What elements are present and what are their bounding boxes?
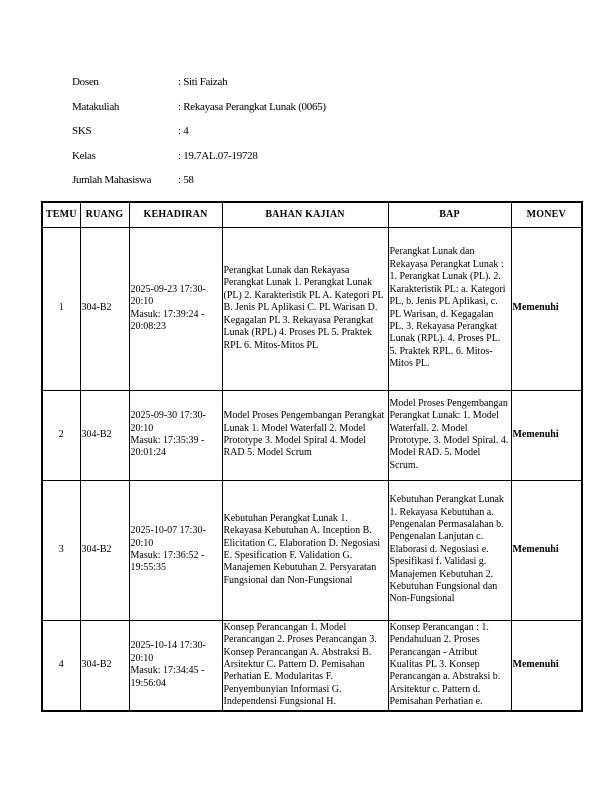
cell-temu: 4 [42, 620, 80, 711]
schedule-time: 2025-10-07 17:30-20:10 [130, 525, 206, 549]
attendance-table [41, 201, 583, 712]
cell-bahan-kajian: Konsep Perancangan 1. Model Perancangan 2. Proses Perancangan 3. Konsep Perancangan A. Abstraksi B. Arsitektur C. Pattern D. Pemisahan Perhatian E. Modularitas F. Penyembunyian Informasi G. Independensi Fungsional H. [222, 620, 388, 711]
info-label: Jumlah Mahasiswa [72, 174, 152, 187]
check-in-time: Masuk: 17:34:45 - 19:56:04 [130, 665, 205, 689]
info-label: Dosen [72, 76, 99, 89]
info-value: : 4 [178, 125, 189, 138]
cell-monev: Memenuhi [511, 620, 582, 711]
cell-temu: 3 [42, 480, 80, 620]
cell-kehadiran [129, 620, 222, 711]
info-value: : 19.7AL.07-19728 [178, 149, 258, 162]
cell-ruang: 304-B2 [80, 620, 129, 711]
cell-monev: Memenuhi [511, 390, 582, 480]
table-row [42, 227, 582, 390]
header-kehadiran: KEHADIRAN [129, 202, 222, 227]
cell-temu: 1 [42, 227, 80, 390]
schedule-time: 2025-10-14 17:30-20:10 [130, 640, 206, 664]
cell-kehadiran [129, 227, 222, 390]
info-row-sks [72, 119, 512, 144]
check-in-time: Masuk: 17:39:24 - 20:08:23 [130, 308, 205, 332]
table-row [42, 480, 582, 620]
header-bap: BAP [388, 202, 511, 227]
course-info [72, 70, 512, 193]
info-label: Kelas [72, 149, 96, 162]
cell-kehadiran [129, 390, 222, 480]
cell-temu: 2 [42, 390, 80, 480]
header-ruang: RUANG [80, 202, 129, 227]
cell-kehadiran [129, 480, 222, 620]
cell-monev: Memenuhi [511, 227, 582, 390]
schedule-time: 2025-09-23 17:30-20:10 [130, 283, 206, 308]
schedule-time: 2025-09-30 17:30-20:10 [130, 410, 206, 434]
cell-bap: Konsep Perancangan : 1. Pendahuluan 2. Proses Perancangan - Atribut Kualitas PL 3. Konsep Perancangan a. Abstraksi b. Arsitektur c. Pattern d. Pemisahan Perhatian e. [388, 620, 511, 711]
info-value: : 58 [178, 174, 194, 187]
table-row [42, 390, 582, 480]
table-row [42, 620, 582, 711]
cell-bahan-kajian: Perangkat Lunak dan Rekayasa Perangkat Lunak 1. Perangkat Lunak (PL) 2. Karakteristik PL A. Kategori PL B. Jenis PL Aplikasi C. PL Warisan D. Kegagalan PL 3. Rekayasa Perangkat Lunak (RPL) 4. Proses PL 5. Praktek RPL 6. Mitos-Mitos PL [222, 227, 388, 390]
cell-bap: Perangkat Lunak dan Rekayasa Perangkat Lunak : 1. Perangkat Lunak (PL). 2. Karakteristik PL: a. Kategori PL, b. Jenis PL Aplikasi, c. PL Warisan, d. Kegagalan PL. 3. Rekayasa Perangkat Lunak (RPL). 4. Proses PL. 5. Praktek RPL. 6. Mitos-Mitos PL. [388, 227, 511, 390]
header-bahan-kajian: BAHAN KAJIAN [222, 202, 388, 227]
info-row-dosen [72, 70, 512, 95]
cell-bahan-kajian: Kebutuhan Perangkat Lunak 1. Rekayasa Kebutuhan A. Inception B. Elicitation C. Elaboration D. Negosiasi E. Spesification F. Validation G. Manajemen Kebutuhan 2. Persyaratan Fungsional dan Non-Fungsional [222, 480, 388, 620]
check-in-time: Masuk: 17:36:52 - 19:55:35 [130, 550, 205, 574]
cell-ruang: 304-B2 [80, 480, 129, 620]
table-header-row [42, 202, 582, 227]
info-row-kelas [72, 144, 512, 169]
cell-bap: Model Proses Pengembangan Perangkat Lunak: 1. Model Waterfall. 2. Model Prototype. 3. Model Spiral. 4. Model RAD. 5. Model Scrum. [388, 390, 511, 480]
check-in-time: Masuk: 17:35:39 - 20:01:24 [130, 435, 205, 459]
info-label: Matakuliah [72, 100, 120, 113]
cell-ruang: 304-B2 [80, 390, 129, 480]
info-row-jumlah-mahasiswa [72, 168, 512, 193]
info-row-matakuliah [72, 95, 512, 120]
cell-monev: Memenuhi [511, 480, 582, 620]
cell-bap: Kebutuhan Perangkat Lunak 1. Rekayasa Kebutuhan a. Pengenalan Permasalahan b. Pengenalan Lanjutan c. Elaborasi d. Negosiasi e. Spesifikasi f. Validasi g. Manajemen Kebutuhan 2. Kebutuhan Fungsional dan Non-Fungsional [388, 480, 511, 620]
info-value: : Siti Faizah [178, 76, 228, 89]
info-label: SKS [72, 125, 92, 138]
cell-ruang: 304-B2 [80, 227, 129, 390]
header-temu: TEMU [42, 202, 80, 227]
cell-bahan-kajian: Model Proses Pengembangan Perangkat Lunak 1. Model Waterfall 2. Model Prototype 3. Model Spiral 4. Model RAD 5. Model Scrum [222, 390, 388, 480]
info-value: : Rekayasa Perangkat Lunak (0065) [178, 100, 326, 113]
header-monev: MONEV [511, 202, 582, 227]
